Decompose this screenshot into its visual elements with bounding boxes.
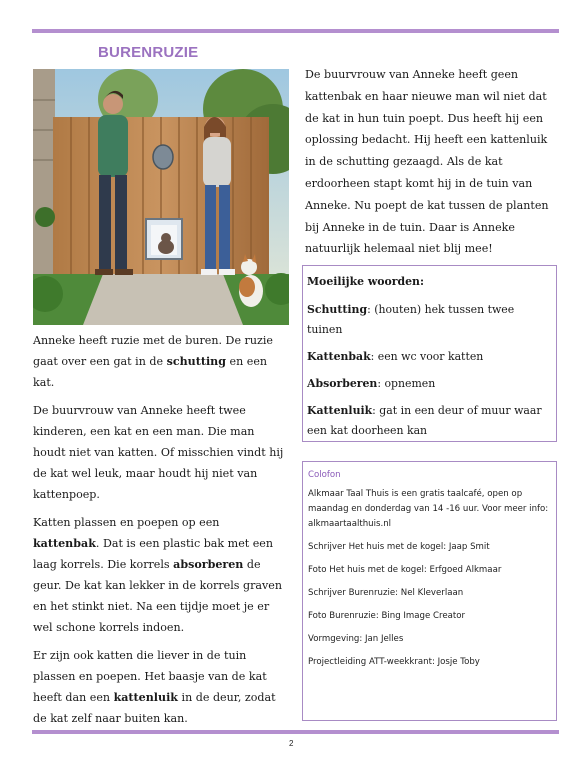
right-article-column: [305, 64, 557, 260]
paragraph-text: Er zijn ook katten die liever in de tuin plassen en poepen. Het baasje van de kat heeft dan een: [33, 649, 267, 704]
difficult-words-box: [302, 265, 557, 442]
difficult-words-heading: [307, 272, 552, 292]
paragraph-text: Anneke heeft ruzie met de buren. De ruzie gaat over een gat in de: [33, 334, 273, 368]
paragraph-litter-box: [33, 512, 288, 638]
word-meaning: : een wc voor katten: [370, 350, 484, 363]
paragraph-text: Katten plassen en poepen op een: [33, 516, 220, 529]
keyword-kattenluik: kattenluik: [113, 691, 178, 704]
heading-text: Moeilijke woorden:: [307, 275, 424, 288]
paragraph-text: . Dat is een plastic bak met een laag korrels. Die korrels: [33, 537, 274, 571]
word-definition: [307, 374, 552, 394]
colofon-title: Colofon: [308, 470, 341, 480]
word-meaning: : opnemen: [377, 377, 436, 390]
paragraph-text: en een kat.: [33, 355, 268, 389]
paragraph-cat-flap: [33, 645, 288, 729]
colofon-line: Foto Het huis met de kogel: Erfgoed Alkmaar: [308, 565, 502, 575]
bottom-divider: [32, 730, 559, 734]
keyword-kattenbak: kattenbak: [33, 537, 96, 550]
neighbors-fence-cat-illustration: [33, 69, 289, 325]
colofon-line: Vormgeving: Jan Jelles: [308, 634, 404, 644]
paragraph-text: de geur. De kat kan lekker in de korrels graven en het stinkt niet. Na een tijdje moet je er wel schone korrels indoen.: [33, 558, 282, 634]
colofon-box: [302, 461, 557, 721]
paragraph-text: in de deur, zodat de kat zelf naar buiten kan.: [33, 691, 276, 725]
word-term: Kattenluik: [307, 404, 373, 417]
colofon-line: Projectleiding ATT-weekkrant: Josje Toby: [308, 657, 480, 667]
word-definition: [307, 347, 552, 367]
paragraph-neighbor-family: De buurvrouw van Anneke heeft twee kinderen, een kat en een man. Die man houdt niet van katten. Of misschien vindt hij de kat wel leuk, maar houdt hij niet van kattenpoep.: [33, 404, 284, 501]
colofon-line: Foto Burenruzie: Bing Image Creator: [308, 611, 466, 621]
page-title: BURENRUZIE: [98, 44, 199, 61]
left-article-column: [33, 330, 288, 736]
word-definition: [307, 300, 552, 340]
word-term: Schutting: [307, 303, 368, 316]
page-number: 2: [289, 739, 294, 748]
paragraph-intro: [33, 330, 288, 393]
word-term: Kattenbak: [307, 350, 371, 363]
paragraph-neighbor-solution: De buurvrouw van Anneke heeft geen kattenbak en haar nieuwe man wil niet dat de kat in hun tuin poept. Dus heeft hij een oplossing bedacht. Hij heeft een kattenluik in de schutting gezaagd. Als de kat erdoorheen stapt komt hij in de tuin van Anneke. Nu poept de kat tussen de planten bij Anneke in de tuin. Daar is Anneke natuurlijk helemaal niet blij mee!: [305, 68, 549, 256]
colofon-line: Schrijver Burenruzie: Nel Kleverlaan: [308, 588, 464, 598]
keyword-schutting: schutting: [166, 355, 226, 368]
word-definition: [307, 401, 552, 441]
colofon-line: Schrijver Het huis met de kogel: Jaap Smit: [308, 542, 490, 552]
word-meaning: : (houten) hek tussen twee tuinen: [307, 303, 515, 336]
word-term: Absorberen: [307, 377, 378, 390]
word-meaning: : gat in een deur of muur waar een kat doorheen kan: [307, 404, 542, 437]
top-divider: [32, 29, 559, 33]
colofon-line: Alkmaar Taal Thuis is een gratis taalcafé, open op maandag en donderdag van 14 -16 uur. Voor meer info: alkmaartaalthuis.nl: [308, 489, 549, 529]
keyword-absorberen: absorberen: [173, 558, 244, 571]
